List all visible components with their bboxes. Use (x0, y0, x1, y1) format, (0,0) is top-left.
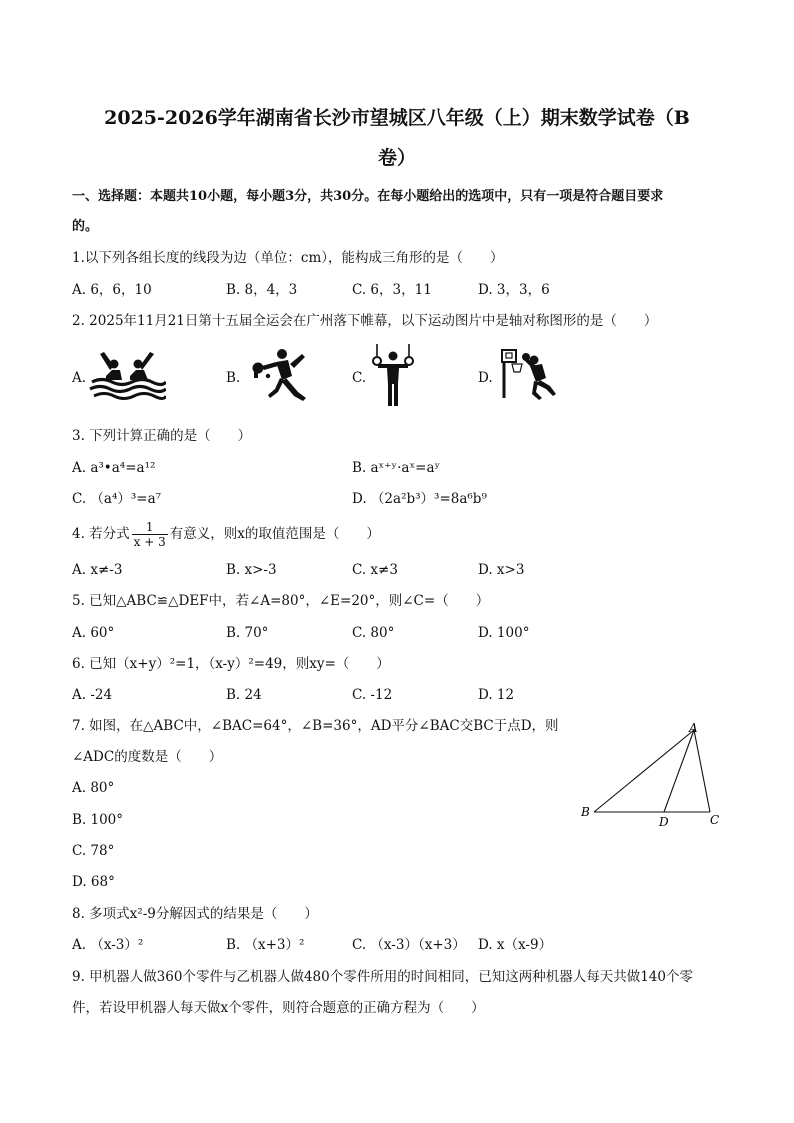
question-5-option-c: C. 80° (352, 625, 395, 641)
question-4-option-b: B. x>-3 (226, 562, 277, 578)
question-1-option-b: B. 8，4，3 (226, 282, 298, 298)
question-4-stem-post: 有意义，则x的取值范围是（ ） (169, 526, 380, 542)
question-6-stem: 6. 已知（x+y）²=1，（x-y）²=49，则xy=（ ） (72, 656, 390, 672)
question-8-option-b: B. （x+3）² (226, 937, 305, 953)
question-6-option-c: C. -12 (352, 687, 393, 703)
vertex-a-label: A (689, 721, 698, 735)
table-tennis-icon (248, 346, 310, 402)
question-1-option-d: D. 3，3，6 (478, 282, 550, 298)
question-3-option-c: C. （a⁴）³=a⁷ (72, 491, 162, 507)
question-8-option-c: C. （x-3）（x+3） (352, 937, 466, 953)
question-5-stem: 5. 已知△ABC≌△DEF中，若∠A=80°，∠E=20°，则∠C=（ ） (72, 593, 490, 609)
question-7-option-d: D. 68° (72, 874, 115, 890)
question-3-option-b: B. aˣ⁺ʸ·aˣ=aʸ (352, 460, 441, 476)
question-2-label-b: B. (226, 370, 241, 386)
exam-title-line2: 卷） (377, 147, 416, 169)
question-5-option-b: B. 70° (226, 625, 269, 641)
question-7-stem: 7. 如图，在△ABC中，∠BAC=64°，∠B=36°，AD平分∠BAC交BC于点D，则 (72, 718, 559, 734)
question-3-option-a: A. a³•a⁴=a¹² (72, 460, 156, 476)
question-7-option-a: A. 80° (72, 780, 115, 796)
exam-title-line1: 2025-2026学年湖南省长沙市望城区八年级（上）期末数学试卷（B (104, 107, 690, 129)
question-7-option-b: B. 100° (72, 812, 124, 828)
question-3-stem: 3. 下列计算正确的是（ ） (72, 428, 252, 444)
question-7-option-c: C. 78° (72, 843, 115, 859)
side-ac (694, 730, 710, 812)
question-1-stem: 1.以下列各组长度的线段为边（单位：cm），能构成三角形的是（ ） (72, 250, 504, 266)
question-5-option-a: A. 60° (72, 625, 115, 641)
question-4-stem-pre: 4. 若分式 (72, 526, 130, 542)
synchronized-swimming-icon (88, 344, 166, 402)
section-heading-cont: 的。 (72, 219, 99, 234)
question-2-label-a: A. (72, 370, 87, 386)
fraction-numerator: 1 (145, 520, 154, 534)
question-4-option-c: C. x≠3 (352, 562, 398, 578)
question-4-stem (72, 519, 380, 549)
question-9-stem: 9. 甲机器人做360个零件与乙机器人做480个零件所用的时间相同，已知这两种机器人每天共做140个零 (72, 969, 693, 985)
vertex-c-label: C (710, 813, 720, 827)
section-heading: 一、选择题：本题共10小题，每小题3分，共30分。在每小题给出的选项中，只有一项是符合题目要求 (72, 189, 664, 204)
question-3-option-d: D. （2a²b³）³=8a⁶b⁹ (352, 491, 487, 507)
question-6-option-a: A. -24 (72, 687, 113, 703)
question-1-option-a: A. 6，6，10 (72, 282, 152, 298)
point-d-label: D (659, 815, 669, 829)
triangle-abc-figure (576, 716, 726, 832)
gymnastics-rings-icon (372, 344, 414, 406)
question-8-option-a: A. （x-3）² (72, 937, 144, 953)
question-9-stem-cont: 件，若设甲机器人每天做x个零件，则符合题意的正确方程为（ ） (72, 1000, 485, 1016)
question-2-label-d: D. (478, 370, 493, 386)
question-2-label-c: C. (352, 370, 367, 386)
fraction-denominator: x + 3 (133, 535, 166, 549)
question-8-stem: 8. 多项式x²-9分解因式的结果是（ ） (72, 906, 318, 922)
question-6-option-b: B. 24 (226, 687, 262, 703)
question-4-fraction (132, 520, 168, 549)
question-2-stem: 2. 2025年11月21日第十五届全运会在广州落下帷幕，以下运动图片中是轴对称图形的是（ ） (72, 313, 658, 329)
question-5-option-d: D. 100° (478, 625, 530, 641)
question-8-option-d: D. x（x-9） (478, 937, 553, 953)
question-1-option-c: C. 6，3，11 (352, 282, 432, 298)
question-6-option-d: D. 12 (478, 687, 515, 703)
basketball-icon (500, 348, 558, 400)
vertex-b-label: B (581, 805, 590, 819)
question-7-stem-cont: ∠ADC的度数是（ ） (72, 749, 223, 765)
question-4-option-a: A. x≠-3 (72, 562, 123, 578)
question-4-option-d: D. x>3 (478, 562, 525, 578)
